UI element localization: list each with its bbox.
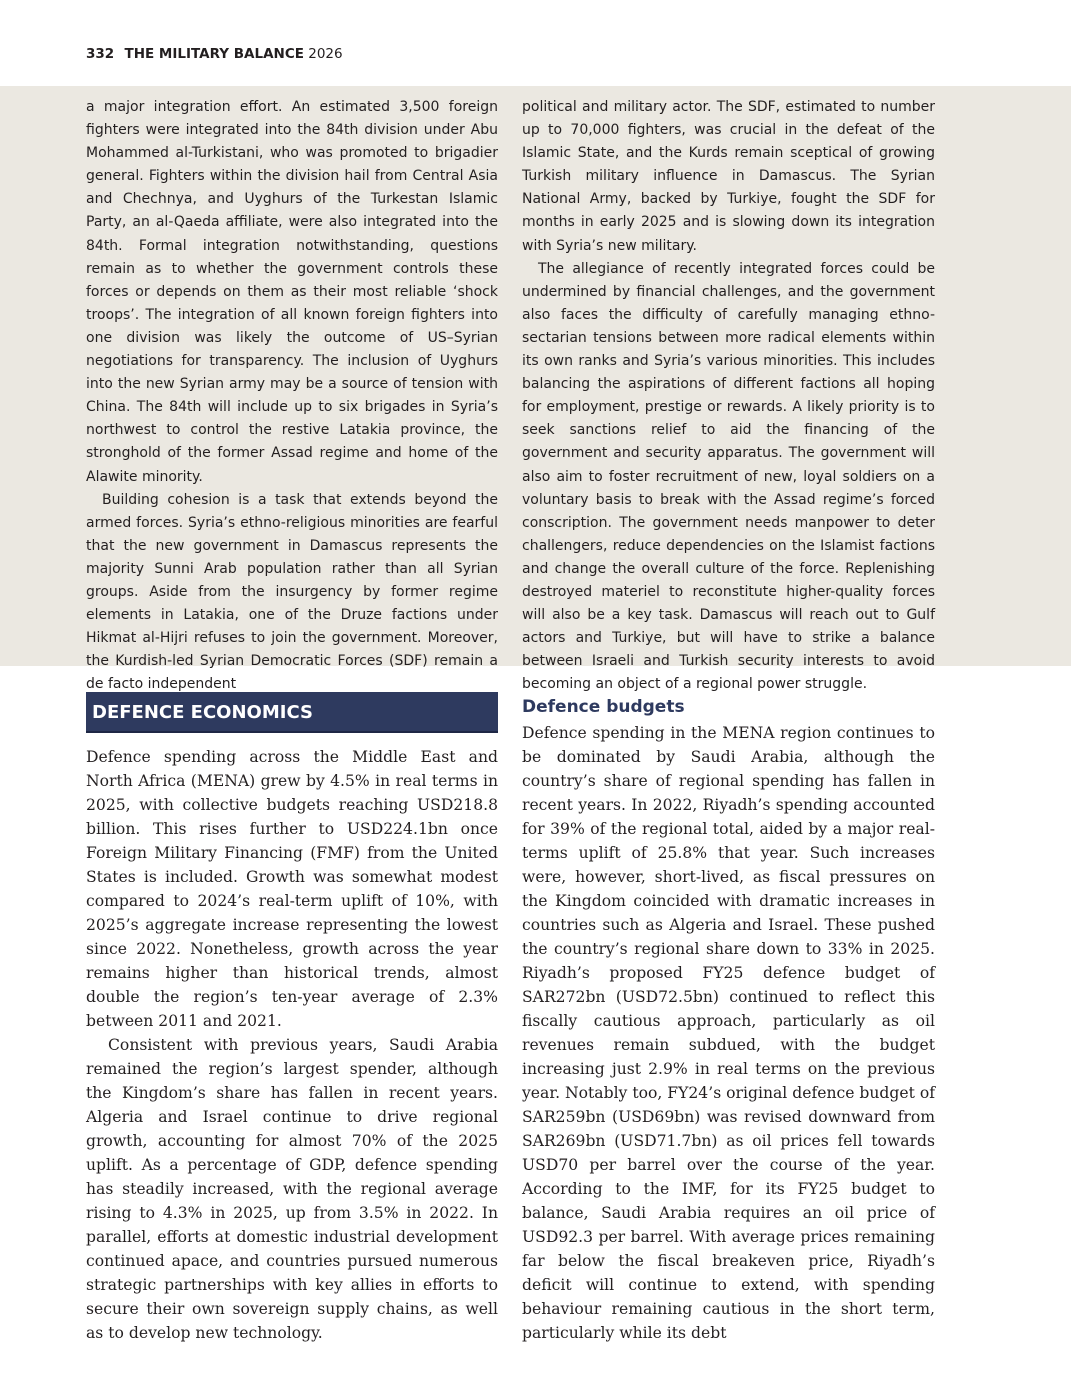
economics-column-right [522, 721, 935, 1345]
boxed-column-left [86, 96, 498, 696]
publication-year: 2026 [308, 46, 343, 62]
section-banner: DEFENCE ECONOMICS [86, 692, 498, 733]
running-header [86, 46, 343, 62]
economics-column-left [86, 745, 498, 1345]
paragraph: Building cohesion is a task that extends beyond the armed forces. Syria’s ethno-religious minorities are fearful that the new government in Damascus represents the majority Sunni Arab population rather than all Syrian groups. Aside from the insurgency by former regime elements in Latakia, one of the Druze factions under Hikmat al-Hijri refuses to join the government. Moreover, the Kurdish-led Syrian Democratic Forces (SDF) remain a de facto independent [86, 491, 498, 693]
paragraph: a major integration effort. An estimated 3,500 foreign fighters were integrated into the 84th division under Abu Mohammed al-Turkistani, who was promoted to brigadier general. Fighters within the division hail from Central Asia and Chechnya, and Uyghurs of the Turkestan Islamic Party, an al-Qaeda affiliate, were also integrated into the 84th. Formal integration notwithstanding, questions remain as to whether the government controls these forces or depends on them as their most reliable ‘shock troops’. The integration of all known foreign fighters into one division was likely the outcome of US–Syrian negotiations for transparency. The inclusion of Uyghurs into the new Syrian army may be a source of tension with China. The 84th will include up to six brigades in Syria’s northwest to control the restive Latakia province, the stronghold of the former Assad regime and home of the Alawite minority. [86, 99, 498, 485]
paragraph: Defence spending in the MENA region continues to be dominated by Saudi Arabia, although the country’s share of regional spending has fallen in recent years. In 2022, Riyadh’s spending accounted for 39% of the regional total, aided by a major real-terms uplift of 25.8% that year. Such increases were, however, short-lived, as fiscal pressures on the Kingdom coincided with dramatic increases in countries such as Algeria and Israel. These pushed the country’s regional share down to 33% in 2025. Riyadh’s proposed FY25 defence budget of SAR272bn (USD72.5bn) continued to reflect this fiscally cautious approach, particularly as oil revenues remain subdued, with the budget increasing just 2.9% in real terms on the previous year. Notably too, FY24’s original defence budget of SAR259bn (USD69bn) was revised downward from SAR269bn (USD71.7bn) as oil prices fell towards USD70 per barrel over the course of the year. According to the IMF, for its FY25 budget to balance, Saudi Arabia requires an oil price of USD92.3 per barrel. With average prices remaining far below the fiscal breakeven price, Riyadh’s deficit will continue to extend, with spending behaviour remaining cautious in the short term, particularly while its debt [522, 724, 936, 1342]
paragraph: political and military actor. The SDF, estimated to number up to 70,000 fighters, was crucial in the defeat of the Islamic State, and the Kurds remain sceptical of growing Turkish military influence in Damascus. The Syrian National Army, backed by Turkiye, fought the SDF for months in early 2025 and is slowing down its integration with Syria’s new military. [522, 99, 935, 254]
page-number: 332 [86, 46, 115, 62]
paragraph: Defence spending across the Middle East and North Africa (MENA) grew by 4.5% in real terms in 2025, with collective budgets reaching USD218.8 billion. This rises further to USD224.1bn once Foreign Military Financing (FMF) from the United States is included. Growth was somewhat modest compared to 2024’s real-term uplift of 10%, with 2025’s aggregate increase representing the lowest since 2022. Nonetheless, growth across the year remains higher than historical trends, almost double the region’s ten-year average of 2.3% between 2011 and 2021. [86, 748, 498, 1030]
paragraph: Consistent with previous years, Saudi Arabia remained the region’s largest spender, although the Kingdom’s share has fallen in recent years. Algeria and Israel continue to drive regional growth, accounting for almost 70% of the 2025 uplift. As a percentage of GDP, defence spending has steadily increased, with the regional average rising to 4.3% in 2025, up from 3.5% in 2022. In parallel, efforts at domestic industrial development continued apace, and countries pursued numerous strategic partnerships with key allies in efforts to secure their own sovereign supply chains, as well as to develop new technology. [86, 1036, 498, 1342]
subheading: Defence budgets [522, 697, 685, 717]
publication-title: THE MILITARY BALANCE [124, 46, 304, 62]
paragraph: The allegiance of recently integrated forces could be undermined by financial challenges, and the government also faces the difficulty of carefully managing ethno-sectarian tensions between more radical elements within its own ranks and Syria’s various minorities. This includes balancing the aspirations of different factions all hoping for employment, prestige or rewards. A likely priority is to seek sanctions relief to aid the financing of the government and security apparatus. The government will also aim to foster recruitment of new, loyal soldiers on a voluntary basis to break with the Assad regime’s forced conscription. The government needs manpower to deter challengers, reduce dependencies on the Islamist factions and change the overall culture of the force. Replenishing destroyed materiel to reconstitute higher-quality forces will also be a key task. Damascus will reach out to Gulf actors and Turkiye, but will have to strike a balance between Israeli and Turkish security interests to avoid becoming an object of a regional power struggle. [522, 260, 935, 693]
boxed-column-right [522, 96, 935, 696]
